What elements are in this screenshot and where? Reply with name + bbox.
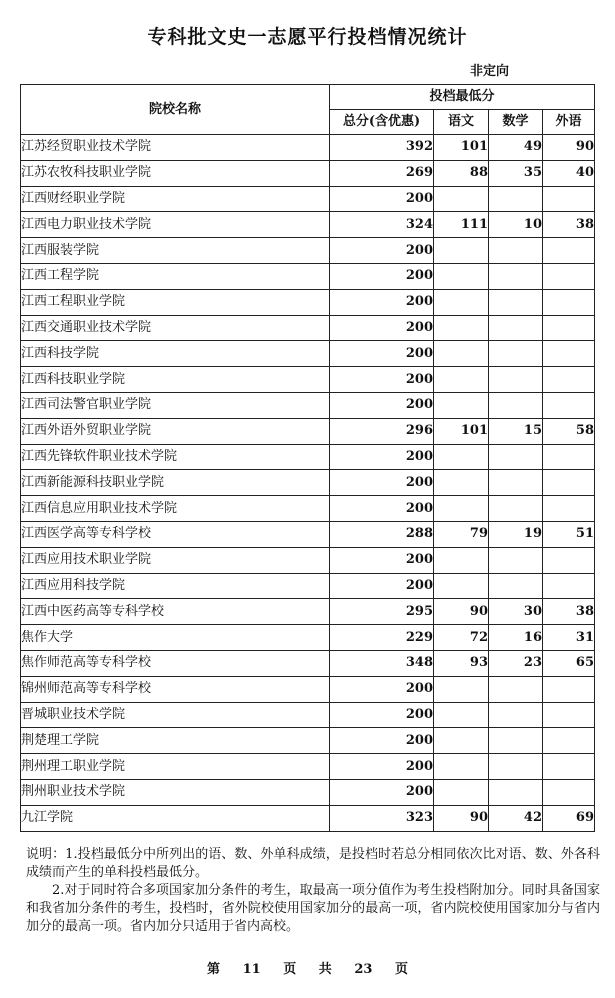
cell-school-name: 荆州理工职业学院	[21, 754, 330, 780]
cell-school-name: 江西电力职业技术学院	[21, 212, 330, 238]
cell-chinese	[434, 392, 489, 418]
cell-foreign	[543, 238, 595, 264]
cell-chinese	[434, 573, 489, 599]
cell-math	[489, 444, 543, 470]
cell-school-name: 江西先锋软件职业技术学院	[21, 444, 330, 470]
cell-math	[489, 754, 543, 780]
header-min-score-group: 投档最低分	[330, 85, 595, 110]
cell-math: 10	[489, 212, 543, 238]
table-row	[21, 547, 595, 573]
pager-current: 11	[242, 962, 261, 977]
cell-school-name: 荆州职业技术学院	[21, 779, 330, 805]
cell-total: 200	[330, 496, 434, 522]
cell-school-name: 焦作师范高等专科学校	[21, 650, 330, 676]
cell-foreign	[543, 754, 595, 780]
table-row	[21, 135, 595, 161]
table-row	[21, 676, 595, 702]
table-row	[21, 263, 595, 289]
cell-school-name: 江苏农牧科技职业学院	[21, 160, 330, 186]
cell-chinese	[434, 315, 489, 341]
cell-chinese	[434, 341, 489, 367]
notes-section	[26, 846, 600, 936]
table-row	[21, 650, 595, 676]
cell-foreign	[543, 341, 595, 367]
table-row	[21, 496, 595, 522]
table-row	[21, 392, 595, 418]
cell-foreign	[543, 444, 595, 470]
cell-total: 200	[330, 444, 434, 470]
cell-total: 200	[330, 186, 434, 212]
cell-total: 296	[330, 418, 434, 444]
cell-total: 200	[330, 573, 434, 599]
cell-math	[489, 341, 543, 367]
table-row	[21, 160, 595, 186]
cell-math	[489, 702, 543, 728]
cell-chinese	[434, 367, 489, 393]
cell-total: 323	[330, 805, 434, 831]
cell-foreign: 90	[543, 135, 595, 161]
cell-school-name: 锦州师范高等专科学校	[21, 676, 330, 702]
cell-chinese	[434, 238, 489, 264]
table-row	[21, 186, 595, 212]
cell-total: 288	[330, 521, 434, 547]
cell-foreign	[543, 728, 595, 754]
cell-math: 16	[489, 625, 543, 651]
table-row	[21, 779, 595, 805]
cell-school-name: 江西中医药高等专科学校	[21, 599, 330, 625]
table-row	[21, 238, 595, 264]
cell-foreign: 65	[543, 650, 595, 676]
cell-foreign: 40	[543, 160, 595, 186]
cell-total: 200	[330, 315, 434, 341]
cell-school-name: 江西医学高等专科学校	[21, 521, 330, 547]
cell-foreign	[543, 496, 595, 522]
table-row	[21, 599, 595, 625]
cell-foreign: 38	[543, 599, 595, 625]
cell-chinese	[434, 779, 489, 805]
cell-school-name: 江西应用技术职业学院	[21, 547, 330, 573]
table-row	[21, 625, 595, 651]
cell-school-name: 江西信息应用职业技术学院	[21, 496, 330, 522]
cell-math: 30	[489, 599, 543, 625]
cell-chinese: 90	[434, 599, 489, 625]
cell-school-name: 江西司法警官职业学院	[21, 392, 330, 418]
cell-math	[489, 392, 543, 418]
cell-total: 229	[330, 625, 434, 651]
table-row	[21, 341, 595, 367]
cell-total: 200	[330, 779, 434, 805]
cell-foreign	[543, 289, 595, 315]
page-footer	[0, 958, 615, 977]
cell-total: 200	[330, 367, 434, 393]
cell-chinese	[434, 444, 489, 470]
cell-school-name: 江西工程学院	[21, 263, 330, 289]
cell-math	[489, 496, 543, 522]
cell-chinese: 90	[434, 805, 489, 831]
table-row	[21, 754, 595, 780]
cell-math	[489, 289, 543, 315]
cell-school-name: 焦作大学	[21, 625, 330, 651]
cell-total: 269	[330, 160, 434, 186]
cell-foreign: 58	[543, 418, 595, 444]
cell-foreign	[543, 676, 595, 702]
cell-math	[489, 573, 543, 599]
cell-foreign	[543, 573, 595, 599]
cell-school-name: 江西科技学院	[21, 341, 330, 367]
cell-total: 200	[330, 728, 434, 754]
table-row	[21, 521, 595, 547]
cell-foreign	[543, 547, 595, 573]
cell-math	[489, 779, 543, 805]
cell-chinese: 79	[434, 521, 489, 547]
cell-school-name: 江西新能源科技职业学院	[21, 470, 330, 496]
table-row	[21, 702, 595, 728]
cell-total: 324	[330, 212, 434, 238]
score-table	[20, 84, 595, 832]
header-school-name: 院校名称	[21, 85, 330, 135]
cell-total: 392	[330, 135, 434, 161]
table-row	[21, 289, 595, 315]
table-row	[21, 212, 595, 238]
cell-school-name: 江西应用科技学院	[21, 573, 330, 599]
cell-school-name: 江西工程职业学院	[21, 289, 330, 315]
table-row	[21, 367, 595, 393]
cell-math	[489, 263, 543, 289]
cell-chinese: 101	[434, 418, 489, 444]
cell-foreign	[543, 779, 595, 805]
header-foreign: 外语	[543, 110, 595, 135]
cell-total: 200	[330, 754, 434, 780]
note-2: 2.对于同时符合多项国家加分条件的考生，取最高一项分值作为考生投档附加分。同时具备国家和我省加分条件的考生，投档时，省外院校使用国家加分的最高一项，省内院校使用国家加分与省内加分的最高一项。省内加分只适用于省内高校。	[26, 883, 600, 934]
cell-total: 200	[330, 238, 434, 264]
cell-chinese	[434, 676, 489, 702]
cell-chinese: 93	[434, 650, 489, 676]
table-row	[21, 573, 595, 599]
cell-chinese	[434, 186, 489, 212]
cell-math: 49	[489, 135, 543, 161]
cell-math	[489, 238, 543, 264]
cell-chinese	[434, 754, 489, 780]
cell-math: 42	[489, 805, 543, 831]
cell-math	[489, 315, 543, 341]
cell-school-name: 江西外语外贸职业学院	[21, 418, 330, 444]
pager-suffix: 页	[394, 962, 408, 977]
cell-school-name: 晋城职业技术学院	[21, 702, 330, 728]
cell-chinese	[434, 496, 489, 522]
table-row	[21, 315, 595, 341]
cell-foreign	[543, 470, 595, 496]
pager-prefix: 第	[207, 962, 221, 977]
cell-foreign: 31	[543, 625, 595, 651]
cell-chinese	[434, 263, 489, 289]
header-math: 数学	[489, 110, 543, 135]
cell-school-name: 江苏经贸职业技术学院	[21, 135, 330, 161]
header-chinese: 语文	[434, 110, 489, 135]
cell-school-name: 江西科技职业学院	[21, 367, 330, 393]
cell-math	[489, 547, 543, 573]
cell-total: 200	[330, 676, 434, 702]
cell-foreign: 38	[543, 212, 595, 238]
cell-chinese: 101	[434, 135, 489, 161]
cell-math: 35	[489, 160, 543, 186]
cell-school-name: 荆楚理工学院	[21, 728, 330, 754]
cell-chinese	[434, 289, 489, 315]
cell-math: 15	[489, 418, 543, 444]
cell-school-name: 江西服装学院	[21, 238, 330, 264]
cell-chinese	[434, 728, 489, 754]
table-row	[21, 805, 595, 831]
cell-math: 19	[489, 521, 543, 547]
cell-math	[489, 470, 543, 496]
pager-total: 23	[354, 962, 373, 977]
cell-foreign	[543, 702, 595, 728]
cell-total: 200	[330, 547, 434, 573]
table-body	[21, 135, 595, 832]
cell-foreign	[543, 186, 595, 212]
cell-chinese: 72	[434, 625, 489, 651]
cell-foreign: 69	[543, 805, 595, 831]
cell-school-name: 江西交通职业技术学院	[21, 315, 330, 341]
cell-total: 200	[330, 470, 434, 496]
pager-mid2: 共	[318, 962, 332, 977]
cell-math	[489, 367, 543, 393]
cell-foreign	[543, 315, 595, 341]
cell-math: 23	[489, 650, 543, 676]
cell-foreign	[543, 263, 595, 289]
cell-chinese: 88	[434, 160, 489, 186]
cell-total: 200	[330, 289, 434, 315]
cell-total: 200	[330, 263, 434, 289]
cell-chinese	[434, 470, 489, 496]
cell-chinese: 111	[434, 212, 489, 238]
cell-chinese	[434, 702, 489, 728]
header-total: 总分(含优惠)	[330, 110, 434, 135]
table-row	[21, 444, 595, 470]
page-title: 专科批文史一志愿平行投档情况统计	[147, 26, 468, 48]
cell-total: 348	[330, 650, 434, 676]
cell-foreign	[543, 367, 595, 393]
cell-total: 200	[330, 702, 434, 728]
cell-chinese	[434, 547, 489, 573]
cell-foreign	[543, 392, 595, 418]
cell-school-name: 江西财经职业学院	[21, 186, 330, 212]
cell-math	[489, 186, 543, 212]
cell-math	[489, 728, 543, 754]
page-subtitle: 非定向	[470, 64, 510, 79]
cell-school-name: 九江学院	[21, 805, 330, 831]
cell-total: 295	[330, 599, 434, 625]
table-row	[21, 470, 595, 496]
table-row	[21, 418, 595, 444]
table-row	[21, 728, 595, 754]
note-1: 说明：1.投档最低分中所列出的语、数、外单科成绩，是投档时若总分相同依次比对语、数、外各科成绩而产生的单科投档最低分。	[26, 847, 600, 880]
cell-foreign: 51	[543, 521, 595, 547]
cell-math	[489, 676, 543, 702]
cell-total: 200	[330, 392, 434, 418]
pager-mid1: 页	[283, 962, 297, 977]
cell-total: 200	[330, 341, 434, 367]
